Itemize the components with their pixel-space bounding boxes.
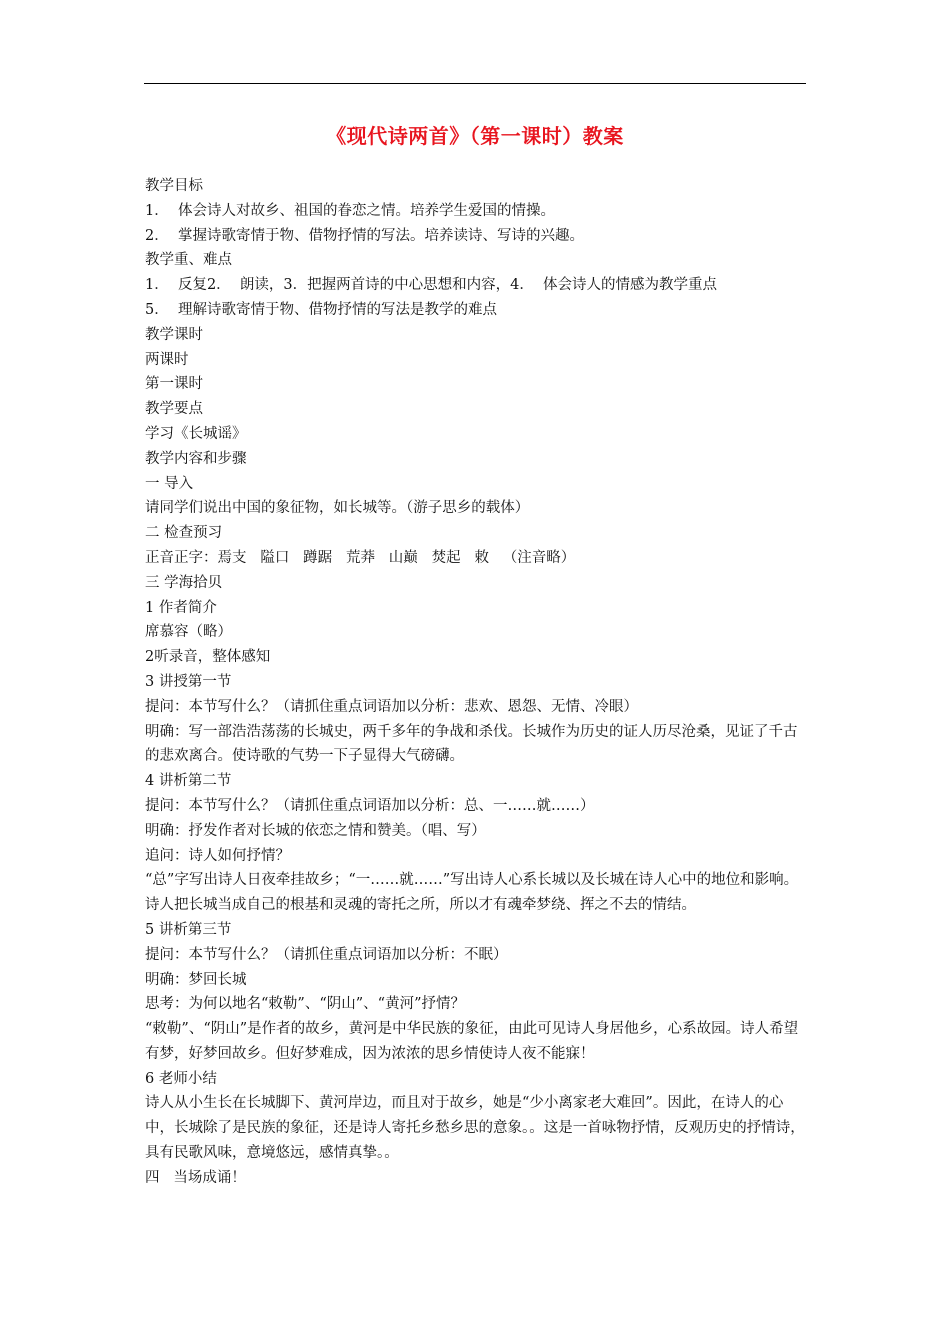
text-line: 5 讲析第三节 [145, 921, 232, 938]
text-line: 明确：抒发作者对长城的依恋之情和赞美。（唱、写） [145, 822, 486, 839]
header-rule [144, 83, 806, 84]
text-line: 四 当场成诵！ [145, 1169, 246, 1186]
text-line: 教学内容和步骤 [145, 450, 247, 467]
document-title: 《现代诗两首》（第一课时）教案 [326, 124, 624, 148]
text-line: 一 导入 [145, 475, 194, 492]
text-line: 教学要点 [145, 401, 203, 418]
text-line: 3 讲授第一节 [145, 673, 232, 690]
text-line: 两课时 [145, 351, 189, 368]
text-paragraph: “总”字写出诗人日夜牵挂故乡；“一……就……”写出诗人心系长城以及长城在诗人心中的地位和影响。诗人把长城当成自己的根基和灵魂的寄托之所，所以才有魂牵梦绕、挥之不去的情结。 [145, 872, 799, 914]
text-line: 正音正字：焉支 隘口 蹲踞 荒莽 山巅 焚起 敕 （注音略） [145, 549, 576, 566]
text-line: 思考：为何以地名“敕勒”、“阴山”、“黄河”抒情？ [145, 996, 465, 1013]
text-line: 追问：诗人如何抒情？ [145, 847, 290, 864]
text-line: 提问：本节写什么？（请抓住重点词语加以分析：不眠） [145, 946, 508, 963]
text-line: 2听录音，整体感知 [145, 649, 271, 666]
text-paragraph: “敕勒”、“阴山”是作者的故乡，黄河是中华民族的象征，由此可见诗人身居他乡，心系故园。诗人希望有梦，好梦回故乡。但好梦难成，因为浓浓的思乡情使诗人夜不能寐！ [145, 1021, 799, 1062]
text-line: 提问：本节写什么？（请抓住重点词语加以分析：悲欢、恩怨、无情、冷眼） [145, 698, 638, 715]
text-line: 教学重、难点 [145, 252, 232, 269]
document-body [145, 174, 807, 1191]
text-line: 明确：梦回长城 [145, 971, 247, 988]
text-line: 提问：本节写什么？（请抓住重点词语加以分析：总、一……就……） [145, 797, 595, 814]
text-paragraph: 诗人从小生长在长城脚下、黄河岸边，而且对于故乡，她是“少小离家老大难回”。因此，在诗人的心中，长城除了是民族的象征，还是诗人寄托乡愁乡思的意象。。这是一首咏物抒情，反观历史的抒情诗，具有民歌风味，意境悠远，感情真挚。。 [145, 1095, 805, 1162]
text-line: 请同学们说出中国的象征物，如长城等。（游子思乡的载体） [145, 500, 530, 517]
text-line: 教学课时 [145, 326, 203, 343]
text-line: 1． 体会诗人对故乡、祖国的眷恋之情。培养学生爱国的情操。 [145, 202, 555, 219]
text-line: 三 学海拾贝 [145, 574, 223, 591]
text-line: 6 老师小结 [145, 1070, 217, 1087]
text-line: 学习《长城谣》 [145, 425, 247, 442]
text-line: 5． 理解诗歌寄情于物、借物抒情的写法是教学的难点 [145, 301, 497, 318]
text-line: 二 检查预习 [145, 525, 223, 542]
text-paragraph: 明确：写一部浩浩荡荡的长城史，两千多年的争战和杀伐。长城作为历史的证人历尽沧桑，见证了千古的悲欢离合。使诗歌的气势一下子显得大气磅礴。 [145, 723, 798, 765]
text-line: 席慕容（略） [145, 624, 232, 641]
text-line: 第一课时 [145, 376, 203, 393]
text-line: 1 作者简介 [145, 599, 217, 616]
text-line: 教学目标 [145, 178, 203, 194]
text-line: 2． 掌握诗歌寄情于物、借物抒情的写法。培养读诗、写诗的兴趣。 [145, 227, 584, 244]
text-line: 4 讲析第二节 [145, 773, 232, 790]
text-line: 1． 反复2． 朗读，3．把握两首诗的中心思想和内容，4． 体会诗人的情感为教学重点 [145, 277, 718, 294]
